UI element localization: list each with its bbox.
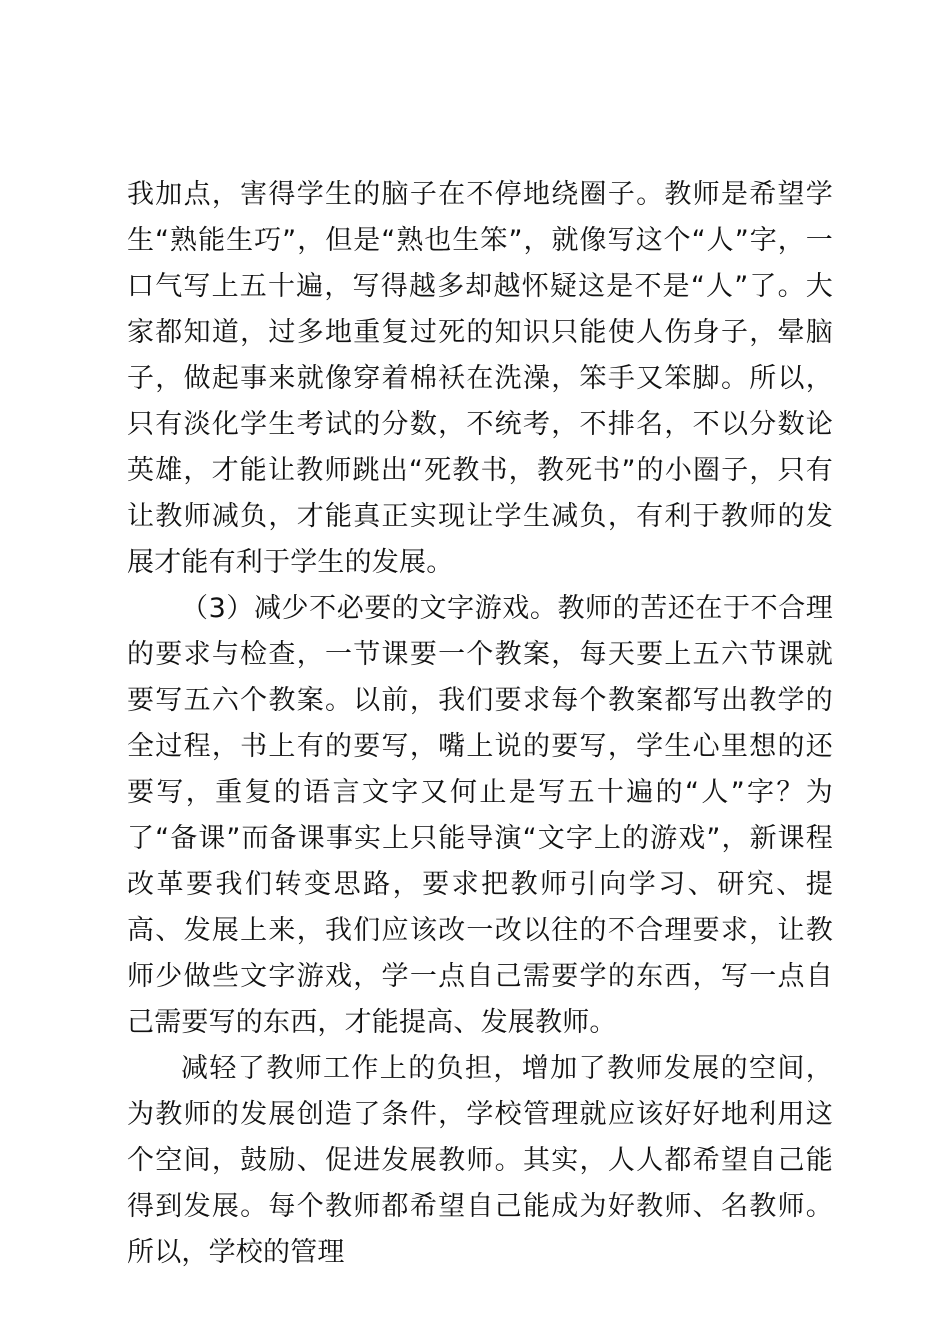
- document-body: [127, 172, 833, 1276]
- paragraph-teacher-development: 减轻了教师工作上的负担，增加了教师发展的空间，为教师的发展创造了条件，学校管理就应该好好地利用这个空间，鼓励、促进发展教师。其实，人人都希望自己能得到发展。每个教师都希望自己能成为好教师、名教师。所以，学校的管理: [127, 1053, 833, 1268]
- paragraph-reduce-text-games: （3）减少不必要的文字游戏。教师的苦还在于不合理的要求与检查，一节课要一个教案，每天要上五六节课就要写五六个教案。以前，我们要求每个教案都写出教学的全过程，书上有的要写，嘴上说的要写，学生心里想的还要写，重复的语言文字又何止是写五十遍的“人”字？为了“备课”而备课事实上只能导演“文字上的游戏”，新课程改革要我们转变思路，要求把教师引向学习、研究、提高、发展上来，我们应该改一改以往的不合理要求，让教师少做些文字游戏，学一点自己需要学的东西，写一点自己需要写的东西，才能提高、发展教师。: [127, 593, 833, 1038]
- paragraph-continued: 我加点，害得学生的脑子在不停地绕圈子。教师是希望学生“熟能生巧”，但是“熟也生笨”，就像写这个“人”字，一口气写上五十遍，写得越多却越怀疑这是不是“人”了。大家都知道，过多地重复过死的知识只能使人伤身子，晕脑子，做起事来就像穿着棉袄在洗澡，笨手又笨脚。所以，只有淡化学生考试的分数，不统考，不排名，不以分数论英雄，才能让教师跳出“死教书，教死书”的小圈子，只有让教师减负，才能真正实现让学生减负，有利于教师的发展才能有利于学生的发展。: [127, 179, 833, 578]
